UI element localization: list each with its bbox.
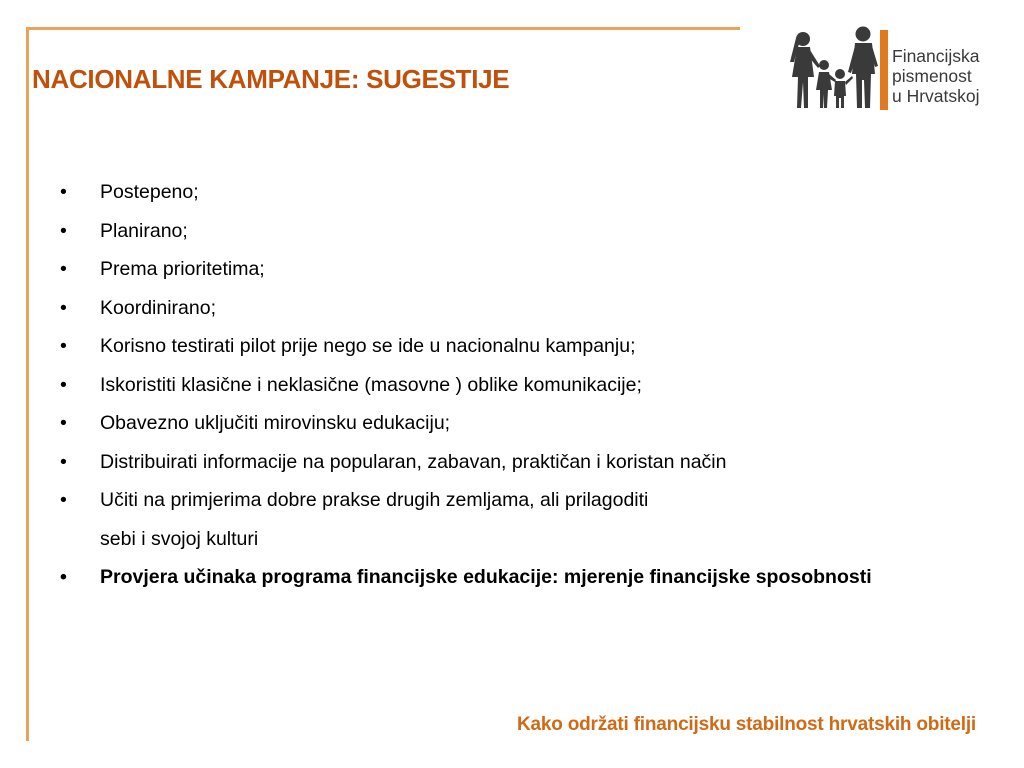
bullet-marker: • <box>60 412 67 434</box>
bullet-continuation-text: sebi i svojoj kulturi <box>100 527 259 550</box>
bullet-marker: • <box>60 335 67 357</box>
bullet-text: Učiti na primjerima dobre prakse drugih zemljama, ali prilagoditi <box>100 489 649 511</box>
bullet-item <box>60 481 990 520</box>
logo-text <box>892 46 980 106</box>
bullet-marker: • <box>60 566 67 588</box>
bullet-item <box>60 289 990 328</box>
bullet-item <box>60 212 990 251</box>
bullet-marker: • <box>60 296 67 319</box>
bullet-item <box>60 250 990 289</box>
bullet-list <box>60 173 990 592</box>
bullet-item <box>60 404 990 443</box>
bullet-item-bold <box>60 562 990 592</box>
logo-line-3: u Hrvatskoj <box>892 86 980 106</box>
bullet-text: Provjera učinaka programa financijske edukacije: mjerenje financijske sposobnosti <box>100 566 872 588</box>
bullet-item <box>60 443 990 482</box>
logo-line-1: Financijska <box>892 46 980 66</box>
bullet-item <box>60 366 990 405</box>
bullet-text: Postepeno; <box>100 181 199 203</box>
logo-line-2: pismenost <box>892 66 972 86</box>
footer-tagline: Kako održati financijsku stabilnost hrvatskih obitelji <box>516 714 976 735</box>
bullet-text: Iskoristiti klasične i neklasične (masovne ) oblike komunikacije; <box>100 373 642 396</box>
bullet-marker: • <box>60 373 67 396</box>
bullet-text: Obavezno uključiti mirovinsku edukaciju; <box>100 412 451 434</box>
bullet-marker: • <box>60 258 67 280</box>
bullet-text: Prema prioritetima; <box>100 258 265 280</box>
bullet-marker: • <box>60 219 67 242</box>
bullet-marker: • <box>60 450 67 473</box>
family-icon <box>780 22 892 122</box>
bullet-text: Koordinirano; <box>100 296 216 319</box>
bullet-marker: • <box>60 489 67 511</box>
bullet-text: Distribuirati informacije na popularan, zabavan, praktičan i koristan način <box>100 450 727 473</box>
bullet-continuation <box>60 520 990 559</box>
bullet-item <box>60 173 990 212</box>
frame-left-line <box>26 27 29 741</box>
bullet-item <box>60 327 990 366</box>
bullet-text: Korisno testirati pilot prije nego se ide u nacionalnu kampanju; <box>100 335 636 357</box>
logo <box>780 22 1000 122</box>
slide-title: NACIONALNE KAMPANJE: SUGESTIJE <box>32 64 510 94</box>
bullet-marker: • <box>60 181 67 203</box>
bullet-text: Planirano; <box>100 219 188 242</box>
frame-top-line <box>26 27 740 30</box>
